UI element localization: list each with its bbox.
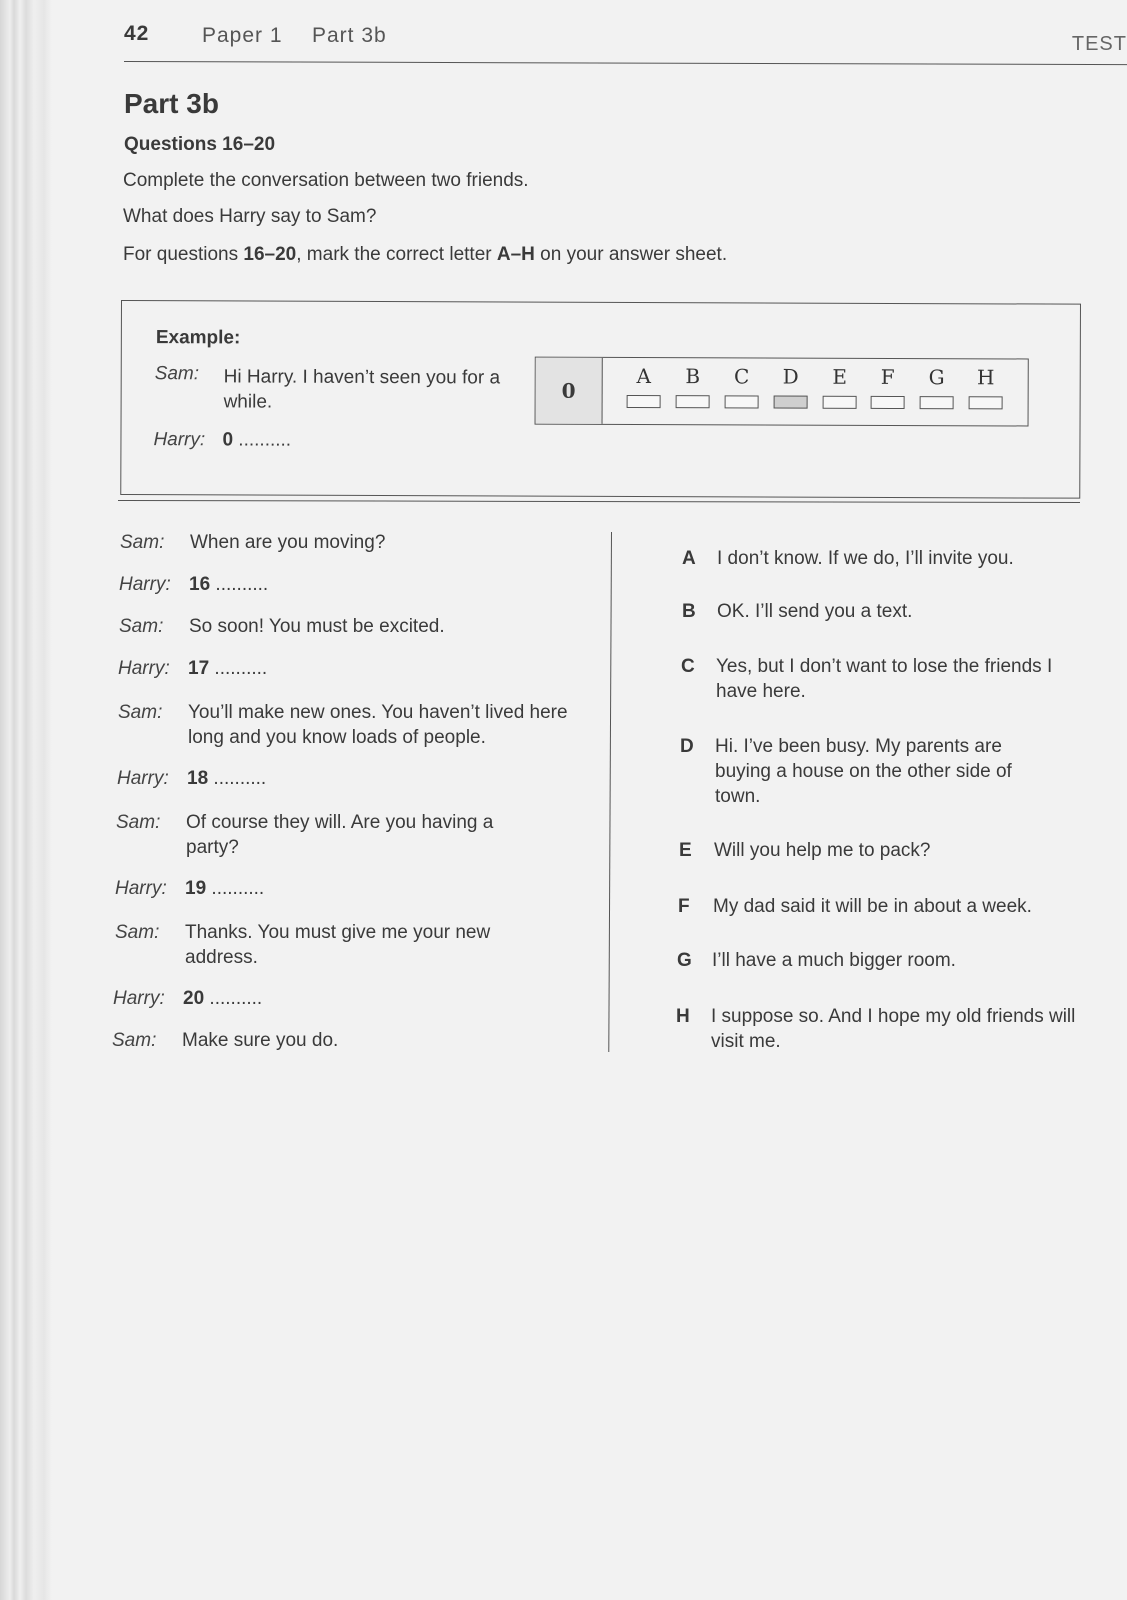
example-title: Example: xyxy=(155,327,241,349)
dialogue-text: So soon! You must be excited. xyxy=(189,616,445,637)
grid-box-b xyxy=(676,395,710,408)
option-text: Yes, but I don’t want to lose the friends I have here. xyxy=(716,656,1053,702)
dialogue-speaker: Sam: xyxy=(120,532,165,553)
grid-box-a xyxy=(627,395,661,408)
page-edge xyxy=(0,0,52,1600)
option-text: OK. I’ll send you a text. xyxy=(717,601,913,622)
dialogue-text: You’ll make new ones. You haven’t lived here long and you know loads of people. xyxy=(188,702,568,748)
example-sam-text: Hi Harry. I haven’t seen you for a while. xyxy=(223,366,501,413)
grid-option-c: C xyxy=(722,364,762,408)
dialogue-speaker: Sam: xyxy=(115,922,160,943)
option-letter: D xyxy=(680,736,694,757)
option-text: I suppose so. And I hope my old friends will visit me. xyxy=(711,1006,1076,1052)
dialogue-speaker: Sam: xyxy=(119,616,164,637)
dialogue-speaker: Harry: xyxy=(117,768,169,789)
example-sam-speaker: Sam: xyxy=(154,363,200,385)
instruction-line-3: For questions 16–20, mark the correct letter A–H on your answer sheet. xyxy=(123,244,728,265)
grid-option-g: G xyxy=(917,365,957,409)
dialogue-text: When are you moving? xyxy=(190,532,386,553)
grid-option-d: D xyxy=(771,364,811,408)
grid-box-c xyxy=(725,395,759,408)
option-letter: B xyxy=(682,601,696,622)
option-text: My dad said it will be in about a week. xyxy=(713,896,1032,917)
option-text: Will you help me to pack? xyxy=(714,840,931,861)
page-header xyxy=(124,22,1127,55)
example-bottom-divider xyxy=(118,500,1080,503)
dialogue-text: Of course they will. Are you having a party? xyxy=(186,812,494,858)
grid-question-number: 0 xyxy=(536,358,603,424)
option-text: I’ll have a much bigger room. xyxy=(712,950,956,971)
dialogue-speaker: Harry: xyxy=(119,574,171,595)
option-letter: E xyxy=(679,840,692,861)
column-divider xyxy=(608,532,612,1052)
dialogue-speaker: Harry: xyxy=(115,878,167,899)
option-text: Hi. I’ve been busy. My parents are buying a house on the other side of town. xyxy=(715,736,1012,807)
grid-option-a: A xyxy=(624,364,664,408)
grid-box-e xyxy=(823,396,857,409)
dialogue-speaker: Sam: xyxy=(116,812,161,833)
grid-option-b: B xyxy=(673,364,713,408)
example-harry-blank: 0 .......... xyxy=(222,429,292,451)
dialogue-speaker: Sam: xyxy=(112,1030,157,1051)
test-label: TEST xyxy=(1071,33,1127,55)
dialogue-text: Thanks. You must give me your new address. xyxy=(185,922,491,968)
grid-box-f xyxy=(871,396,905,409)
part-label: Part 3b xyxy=(312,24,387,47)
option-letter: F xyxy=(678,896,690,917)
paper-label: Paper 1 xyxy=(202,24,283,47)
dialogue-speaker: Harry: xyxy=(113,988,165,1009)
header-divider xyxy=(124,61,1127,65)
page-number: 42 xyxy=(124,22,150,45)
answer-blank-16: 16 .......... xyxy=(189,574,269,595)
example-answer-grid xyxy=(535,357,1029,427)
grid-box-h xyxy=(969,396,1003,409)
grid-option-e: E xyxy=(820,365,860,409)
instruction-line-2: What does Harry say to Sam? xyxy=(123,206,377,227)
dialogue-text: Make sure you do. xyxy=(182,1030,339,1051)
questions-range: Questions 16–20 xyxy=(124,134,276,155)
option-letter: H xyxy=(676,1006,690,1027)
answer-blank-17: 17 .......... xyxy=(188,658,268,679)
option-text: I don’t know. If we do, I’ll invite you. xyxy=(717,548,1014,569)
answer-blank-19: 19 .......... xyxy=(185,878,265,899)
answer-blank-20: 20 .......... xyxy=(183,988,263,1009)
part-title: Part 3b xyxy=(124,88,219,119)
instruction-line-1: Complete the conversation between two friends. xyxy=(123,170,529,191)
option-letter: C xyxy=(681,656,695,677)
grid-option-f: F xyxy=(868,365,908,409)
dialogue-speaker: Harry: xyxy=(118,658,170,679)
example-box xyxy=(120,300,1081,499)
grid-box-d-marked xyxy=(774,396,808,409)
grid-option-h: H xyxy=(966,365,1006,409)
dialogue-speaker: Sam: xyxy=(118,702,163,723)
grid-box-g xyxy=(920,396,954,409)
option-letter: A xyxy=(682,548,696,569)
answer-blank-18: 18 .......... xyxy=(187,768,267,789)
option-letter: G xyxy=(677,950,692,971)
example-harry-speaker: Harry: xyxy=(153,429,206,451)
